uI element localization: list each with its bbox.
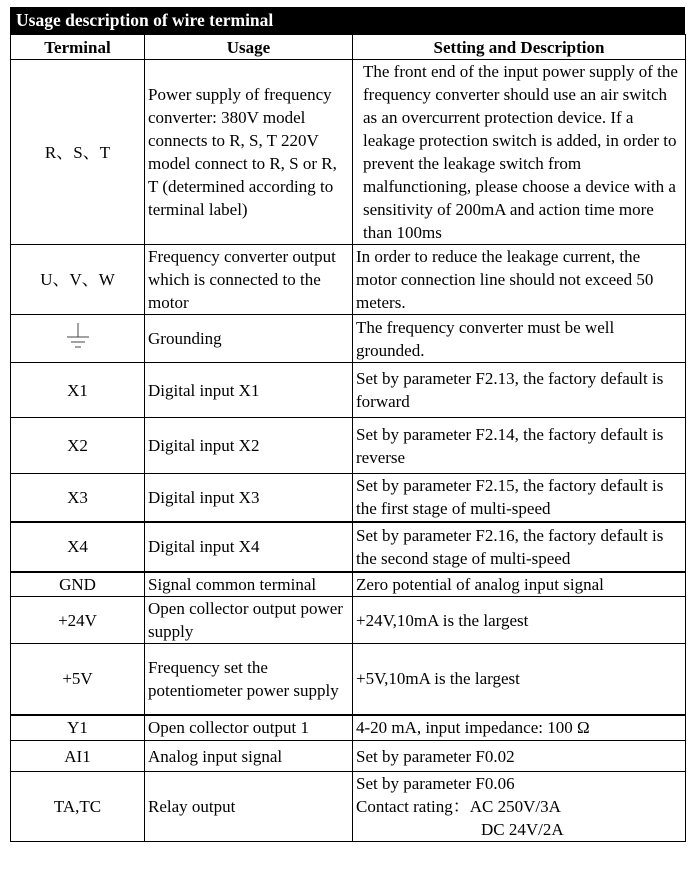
terminal-cell: X3: [11, 474, 145, 522]
description-cell: The frequency converter must be well grounded.: [353, 315, 686, 363]
table-title: Usage description of wire terminal: [10, 7, 685, 34]
description-cell: Set by parameter F2.13, the factory default is forward: [353, 363, 686, 418]
description-cell: The front end of the input power supply of the frequency converter should use an air switch as an overcurrent protection device. If a leakage protection switch is added, in order to prevent the leakage switch from malfunctioning, please choose a device with a sensitivity of 200mA and action time more than 100ms: [353, 60, 686, 245]
table-row: [11, 715, 686, 741]
description-cell: 4-20 mA, input impedance: 100 Ω: [353, 715, 686, 741]
table-row: [11, 772, 686, 842]
table-row: [11, 644, 686, 715]
terminal-usage-sheet: [10, 7, 685, 842]
terminal-cell: +5V: [11, 644, 145, 715]
terminal-cell: X1: [11, 363, 145, 418]
header-row: [11, 35, 686, 60]
description-cell: In order to reduce the leakage current, the motor connection line should not exceed 50 meters.: [353, 245, 686, 315]
description-cell: [353, 772, 686, 842]
relay-contact-rating-ac: Contact rating：AC 250V/3A: [356, 797, 561, 816]
header-description: Setting and Description: [353, 35, 686, 60]
terminal-cell: [11, 315, 145, 363]
table-row: [11, 60, 686, 245]
terminal-cell: U、V、W: [11, 245, 145, 315]
terminal-table: [10, 34, 686, 842]
table-row: [11, 315, 686, 363]
description-cell: Zero potential of analog input signal: [353, 572, 686, 597]
usage-cell: Digital input X2: [145, 418, 353, 474]
description-cell: Set by parameter F2.16, the factory default is the second stage of multi-speed: [353, 522, 686, 572]
usage-cell: Relay output: [145, 772, 353, 842]
description-cell: Set by parameter F2.14, the factory default is reverse: [353, 418, 686, 474]
usage-cell: Digital input X3: [145, 474, 353, 522]
ground-icon: [64, 321, 92, 357]
table-row: [11, 418, 686, 474]
usage-cell: Open collector output 1: [145, 715, 353, 741]
usage-cell: Frequency converter output which is connected to the motor: [145, 245, 353, 315]
table-row: [11, 245, 686, 315]
description-cell: Set by parameter F2.15, the factory default is the first stage of multi-speed: [353, 474, 686, 522]
terminal-cell: X4: [11, 522, 145, 572]
usage-cell: Digital input X1: [145, 363, 353, 418]
terminal-cell: +24V: [11, 597, 145, 644]
header-terminal: Terminal: [11, 35, 145, 60]
usage-cell: Grounding: [145, 315, 353, 363]
usage-cell: Frequency set the potentiometer power supply: [145, 644, 353, 715]
table-row: [11, 741, 686, 772]
relay-description-line: Set by parameter F0.06: [356, 774, 515, 793]
table-row: [11, 522, 686, 572]
header-usage: Usage: [145, 35, 353, 60]
usage-cell: Signal common terminal: [145, 572, 353, 597]
table-row: [11, 474, 686, 522]
usage-cell: Power supply of frequency converter: 380V model connects to R, S, T 220V model connect to R, S or R, T (determined according to terminal label): [145, 60, 353, 245]
table-row: [11, 572, 686, 597]
terminal-cell: R、S、T: [11, 60, 145, 245]
terminal-cell: TA,TC: [11, 772, 145, 842]
usage-cell: Open collector output power supply: [145, 597, 353, 644]
relay-contact-rating-dc: DC 24V/2A: [481, 820, 564, 839]
terminal-cell: X2: [11, 418, 145, 474]
table-row: [11, 363, 686, 418]
terminal-cell: GND: [11, 572, 145, 597]
terminal-cell: Y1: [11, 715, 145, 741]
usage-cell: Digital input X4: [145, 522, 353, 572]
description-cell: Set by parameter F0.02: [353, 741, 686, 772]
usage-cell: Analog input signal: [145, 741, 353, 772]
table-row: [11, 597, 686, 644]
terminal-cell: AI1: [11, 741, 145, 772]
description-cell: +5V,10mA is the largest: [353, 644, 686, 715]
description-cell: +24V,10mA is the largest: [353, 597, 686, 644]
